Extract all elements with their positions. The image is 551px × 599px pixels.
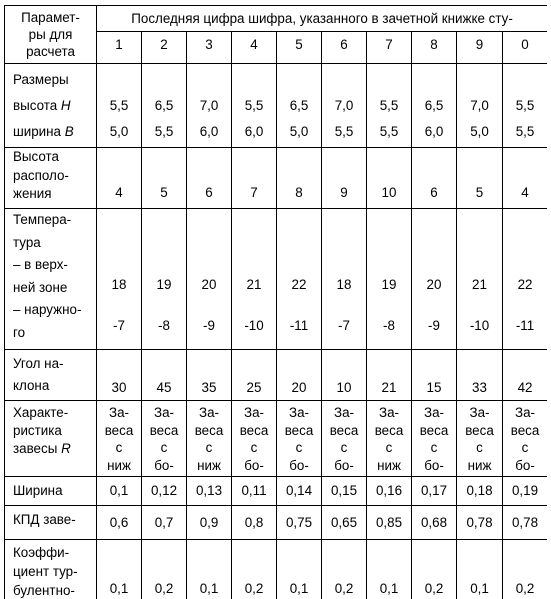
value-cell: 5,5 5,0: [97, 64, 142, 148]
value-cell: 9: [322, 148, 367, 209]
value-cell: 0,6: [97, 506, 142, 540]
digit-header-title-cell: [97, 6, 548, 32]
value-cell: За- веса с бо-: [142, 401, 187, 477]
value-cell: 0,1: [187, 540, 232, 599]
value-cell: 45: [142, 350, 187, 401]
value-cell: 0,12: [142, 477, 187, 506]
param-header-line: Парамет-: [21, 10, 80, 25]
table-row-temperature: [5, 209, 548, 350]
value-cell: 10: [367, 148, 412, 209]
header-digit: 7: [367, 32, 412, 64]
value-cell: 20 -9: [187, 209, 232, 350]
value-cell: 22 -11: [277, 209, 322, 350]
value-cell: 0,1: [277, 540, 322, 599]
value-cell: 5: [142, 148, 187, 209]
row-label-cell: [5, 477, 97, 506]
value-cell: За- веса с бо-: [412, 401, 457, 477]
row-sublabel: ширина: [13, 124, 61, 139]
value-cell: 20: [277, 350, 322, 401]
header-digit: 0: [503, 32, 548, 64]
header-digit: 8: [412, 32, 457, 64]
value-cell: 6,5 6,0: [412, 64, 457, 148]
header-digit: 5: [277, 32, 322, 64]
row-label-cell: [5, 506, 97, 540]
value-cell: 20 -9: [412, 209, 457, 350]
value-cell: 0,2: [142, 540, 187, 599]
table-row-curtain: [5, 401, 548, 477]
value-cell: 21 -10: [457, 209, 503, 350]
row-label: Темпера-: [13, 212, 72, 227]
value-cell: 6,5 5,0: [277, 64, 322, 148]
row-label: Коэффи-: [13, 545, 70, 560]
value-cell: 0,2: [322, 540, 367, 599]
row-label: завесы: [13, 441, 58, 456]
value-cell: 0,9: [187, 506, 232, 540]
value-cell: 0,2: [503, 540, 548, 599]
value-cell: 0,85: [367, 506, 412, 540]
row-label-cell: [5, 540, 97, 599]
value-cell: 4: [97, 148, 142, 209]
value-cell: 35: [187, 350, 232, 401]
value-cell: 33: [457, 350, 503, 401]
row-label-cell: [5, 401, 97, 477]
value-cell: 6: [187, 148, 232, 209]
value-cell: 0,19: [503, 477, 548, 506]
row-label: Угол на-: [13, 356, 64, 371]
row-label: Размеры: [13, 72, 69, 87]
value-cell: 0,18: [457, 477, 503, 506]
param-header-cell: [5, 6, 97, 64]
row-label: ней зоне: [13, 279, 68, 295]
row-label: располо-: [13, 167, 69, 183]
table-row-angle: [5, 350, 548, 401]
value-cell: 22 -11: [503, 209, 548, 350]
value-cell: 25: [232, 350, 277, 401]
row-label-cell: [5, 64, 97, 148]
row-label: булентно-: [13, 583, 75, 598]
row-label: тура: [13, 234, 41, 250]
variable-symbol: H: [60, 98, 71, 113]
variable-symbol: R: [61, 441, 71, 456]
header-digit: 9: [457, 32, 503, 64]
row-label: КПД заве-: [13, 512, 76, 527]
value-cell: 7: [232, 148, 277, 209]
table-row-width: [5, 477, 548, 506]
value-cell: 0,65: [322, 506, 367, 540]
value-cell: За- веса с бо-: [322, 401, 367, 477]
value-cell: 18 -7: [322, 209, 367, 350]
row-label-cell: [5, 350, 97, 401]
value-cell: 5,5 6,0: [232, 64, 277, 148]
value-cell: 5: [457, 148, 503, 209]
value-cell: 0,1: [97, 540, 142, 599]
value-cell: 0,1: [457, 540, 503, 599]
value-cell: 0,11: [232, 477, 277, 506]
row-label: жения: [13, 186, 52, 201]
value-cell: 5,5 5,5: [503, 64, 548, 148]
value-cell: 6: [412, 148, 457, 209]
value-cell: За- веса с ниж: [187, 401, 232, 477]
value-cell: 0,1: [97, 477, 142, 506]
parameters-table: [4, 5, 547, 599]
row-label: клона: [13, 378, 50, 393]
value-cell: 21: [367, 350, 412, 401]
value-cell: 0,13: [187, 477, 232, 506]
param-header-line: расчета: [26, 44, 75, 59]
value-cell: За- веса с ниж: [97, 401, 142, 477]
document-page: [4, 5, 547, 599]
row-label-cell: [5, 148, 97, 209]
param-header-line: ры для: [28, 27, 73, 42]
value-cell: 15: [412, 350, 457, 401]
table-row-coefficient: [5, 540, 548, 599]
digit-header-title: Последняя цифра шифра, указанного в зачетной книжке сту-: [131, 11, 513, 26]
value-cell: 0,8: [232, 506, 277, 540]
row-label-cell: [5, 209, 97, 350]
header-digit: 3: [187, 32, 232, 64]
value-cell: 30: [97, 350, 142, 401]
row-sublabel: высота: [13, 98, 58, 113]
header-digit: 6: [322, 32, 367, 64]
row-label: го: [13, 324, 26, 340]
value-cell: 0,15: [322, 477, 367, 506]
value-cell: 0,78: [457, 506, 503, 540]
row-label: Высота: [13, 149, 59, 164]
row-label: ристика: [13, 423, 62, 438]
value-cell: 0,2: [232, 540, 277, 599]
table-row-placement: [5, 148, 548, 209]
value-cell: 21 -10: [232, 209, 277, 350]
value-cell: 18 -7: [97, 209, 142, 350]
value-cell: За- веса с бо-: [232, 401, 277, 477]
value-cell: 0,7: [142, 506, 187, 540]
row-label: циент тур-: [13, 564, 78, 579]
row-label: Ширина: [13, 483, 63, 498]
value-cell: За- веса с бо-: [277, 401, 322, 477]
value-cell: 8: [277, 148, 322, 209]
row-label: – в верх-: [13, 257, 68, 272]
table-row-sizes: [5, 64, 548, 148]
value-cell: 4: [503, 148, 548, 209]
value-cell: 0,17: [412, 477, 457, 506]
value-cell: 0,68: [412, 506, 457, 540]
value-cell: 7,0 5,0: [457, 64, 503, 148]
value-cell: 7,0 6,0: [187, 64, 232, 148]
table-row-efficiency: [5, 506, 548, 540]
value-cell: 0,16: [367, 477, 412, 506]
header-digit: 1: [97, 32, 142, 64]
value-cell: 5,5 5,5: [367, 64, 412, 148]
value-cell: За- веса с бо-: [503, 401, 548, 477]
value-cell: 0,78: [503, 506, 548, 540]
value-cell: 10: [322, 350, 367, 401]
value-cell: 0,14: [277, 477, 322, 506]
value-cell: За- веса с ниж: [457, 401, 503, 477]
header-title-row: [5, 6, 548, 32]
value-cell: 42: [503, 350, 548, 401]
value-cell: 19 -8: [142, 209, 187, 350]
header-digit: 2: [142, 32, 187, 64]
value-cell: 6,5 5,5: [142, 64, 187, 148]
variable-symbol: B: [64, 124, 74, 139]
value-cell: 19 -8: [367, 209, 412, 350]
row-label: Характе-: [13, 405, 69, 420]
value-cell: 0,1: [367, 540, 412, 599]
header-digit: 4: [232, 32, 277, 64]
value-cell: За- веса с ниж: [367, 401, 412, 477]
value-cell: 0,75: [277, 506, 322, 540]
value-cell: 0,2: [412, 540, 457, 599]
row-label: – наружно-: [13, 302, 82, 317]
value-cell: 7,0 5,5: [322, 64, 367, 148]
